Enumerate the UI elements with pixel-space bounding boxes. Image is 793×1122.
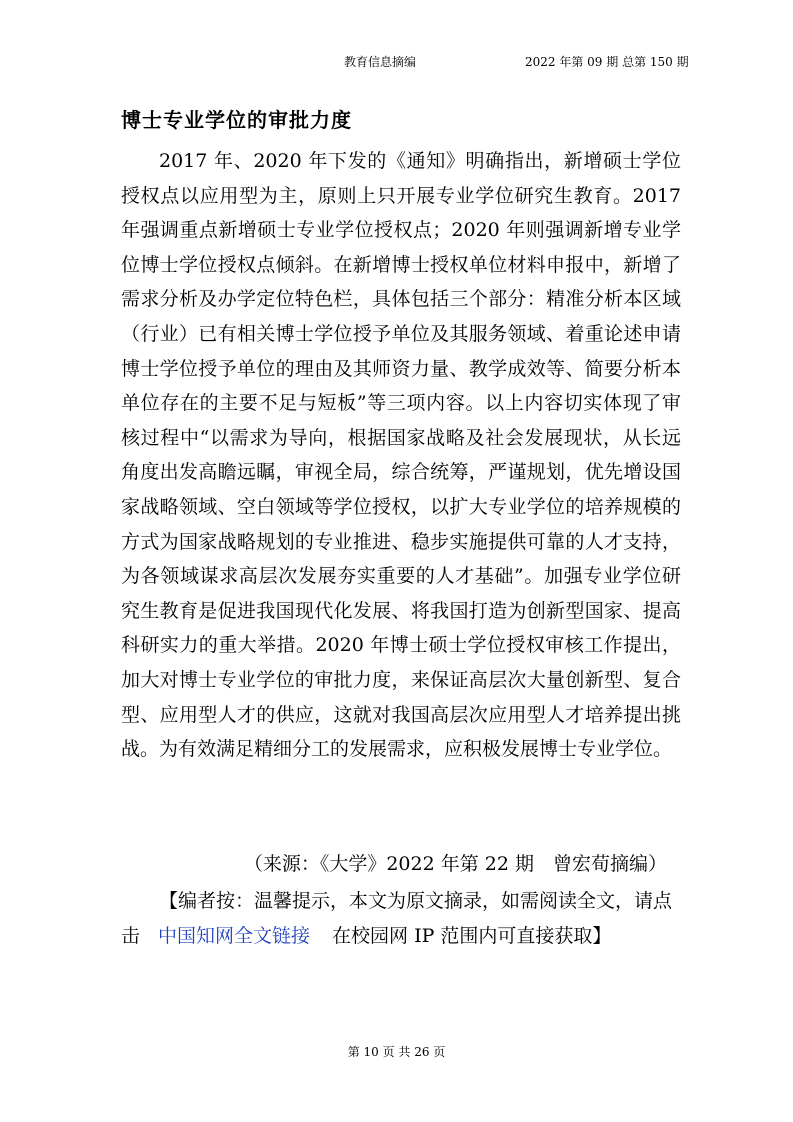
article-body (121, 144, 681, 767)
cnki-fulltext-link[interactable]: 中国知网全文链接 (158, 925, 311, 947)
article-source: （来源：《大学》2022 年第 22 期 曾宏荀摘编） (243, 853, 667, 875)
editor-note (121, 884, 681, 954)
issue-number: 2022 年第 09 期 总第 150 期 (525, 55, 689, 69)
header-divider (106, 80, 690, 81)
publication-name: 教育信息摘编 (344, 55, 417, 69)
body-paragraph: 2017 年、2020 年下发的《通知》明确指出，新增硕士学位授权点以应用型为主，原则上只开展专业学位研究生教育。2017 年强调重点新增硕士专业学位授权点；2020 年则强调新增专业学位博士学位授权点倾斜。在新增博士授权单位材料申报中，新增了需求分析及办学定位特色栏，具体包括三个部分：精准分析本区域（行业）已有相关博士学位授予单位及其服务领域、着重论述申请博士学位授予单位的理由及其师资力量、教学成效等、简要分析本单位存在的主要不足与短板”等三项内容。以上内容切实体现了审核过程中“以需求为导向，根据国家战略及社会发展现状，从长远角度出发高瞻远瞩，审视全局，综合统筹，严谨规划，优先增设国家战略领域、空白领域等学位授权，以扩大专业学位的培养规模的方式为国家战略规划的专业推进、稳步实施提供可靠的人才支持，为各领域谋求高层次发展夯实重要的人才基础”。加强专业学位研究生教育是促进我国现代化发展、将我国打造为创新型国家、提高科研实力的重大举措。2020 年博士硕士学位授权审核工作提出，加大对博士专业学位的审批力度，来保证高层次大量创新型、复合型、应用型人才的供应，这就对我国高层次应用型人才培养提出挑战。为有效满足精细分工的发展需求，应积极发展博士专业学位。 (121, 150, 681, 761)
page-footer (0, 1043, 793, 1060)
article-title: 博士专业学位的审批力度 (121, 108, 352, 132)
page-number: 第 10 页 共 26 页 (347, 1045, 446, 1059)
note-suffix: 在校园网 IP 范围内可直接获取】 (332, 925, 612, 947)
page-header (0, 53, 793, 73)
note-prefix: 【编者按：温馨提示，本文为原文摘录，如需阅读全文，请点击 (121, 890, 673, 947)
